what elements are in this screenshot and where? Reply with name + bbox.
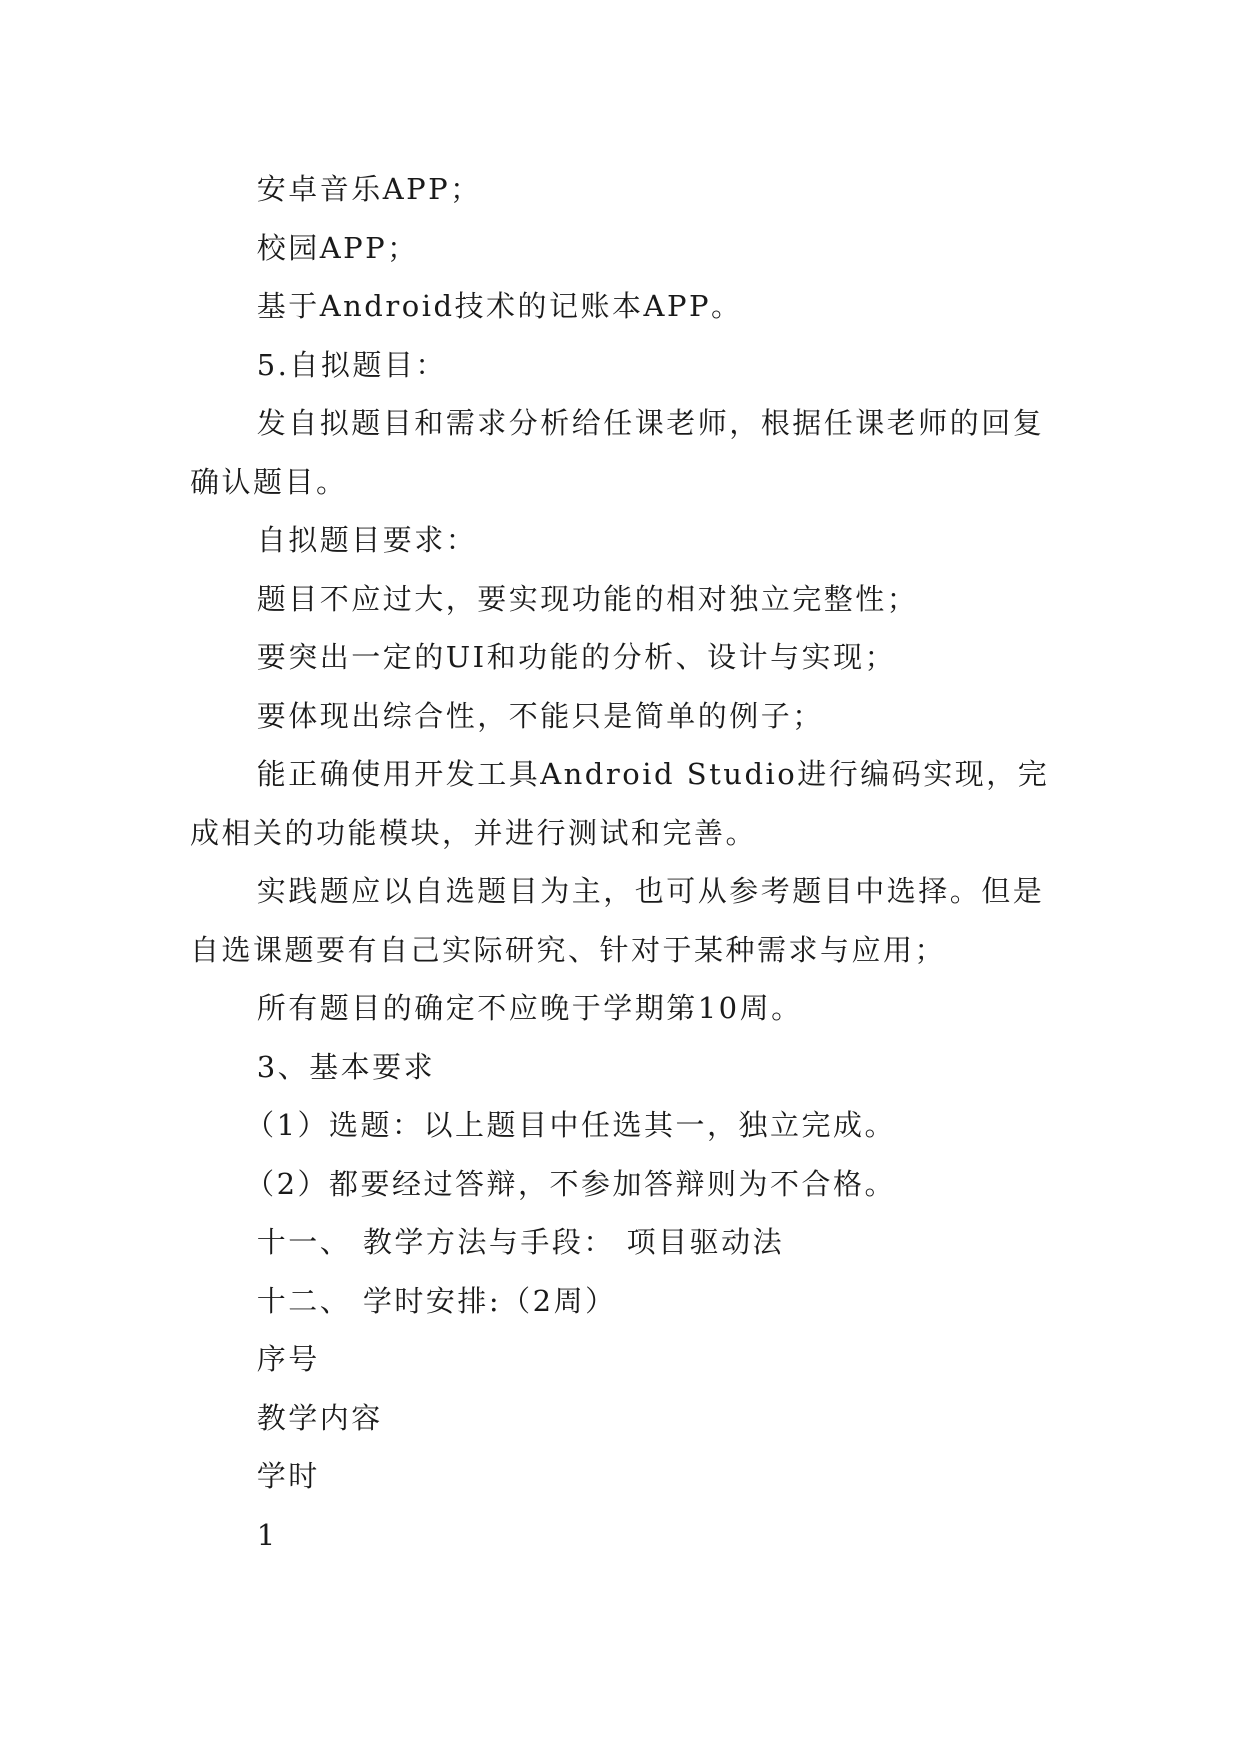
paragraph-self-topic-submit: 发自拟题目和需求分析给任课老师，根据任课老师的回复确认题目。 <box>190 406 1045 499</box>
basic-requirement-1: （1）选题：以上题目中任选其一，独立完成。 <box>245 1108 897 1142</box>
table-cell-index-1: 1 <box>256 1517 278 1552</box>
heading-self-topic-requirements: 自拟题目要求： <box>256 523 478 557</box>
heading-basic-requirements: 3、基本要求 <box>256 1049 436 1084</box>
heading-self-topic: 5.自拟题目： <box>256 347 447 382</box>
paragraph-topic-selection: 实践题应以自选题目为主，也可从参考题目中选择。但是自选课题要有自己实际研究、针对于某种需求与应用； <box>190 874 1045 967</box>
table-header-hours: 学时 <box>256 1459 320 1493</box>
requirement-android-studio: 能正确使用开发工具Android Studio进行编码实现，完成相关的功能模块，并进行测试和完善。 <box>190 757 1050 850</box>
heading-teaching-method: 十一、 教学方法与手段： 项目驱动法 <box>256 1225 785 1259</box>
table-header-content: 教学内容 <box>256 1400 383 1435</box>
paragraph-campus-app: 校园APP； <box>256 230 419 265</box>
paragraph-music-app: 安卓音乐APP； <box>256 172 482 206</box>
requirement-scope: 题目不应过大，要实现功能的相对独立完整性； <box>256 581 919 616</box>
requirement-comprehensive: 要体现出综合性，不能只是简单的例子； <box>256 698 824 733</box>
document-body <box>190 160 1060 1564</box>
basic-requirement-2: （2）都要经过答辩，不参加答辩则为不合格。 <box>245 1166 897 1201</box>
paragraph-ledger-app: 基于Android技术的记账本APP。 <box>256 289 743 323</box>
table-header-index: 序号 <box>256 1342 320 1376</box>
heading-schedule: 十二、 学时安排:（2周） <box>256 1283 617 1318</box>
paragraph-topic-deadline: 所有题目的确定不应晚于学期第10周。 <box>256 991 803 1025</box>
requirement-ui-design: 要突出一定的UI和功能的分析、设计与实现； <box>256 640 897 674</box>
